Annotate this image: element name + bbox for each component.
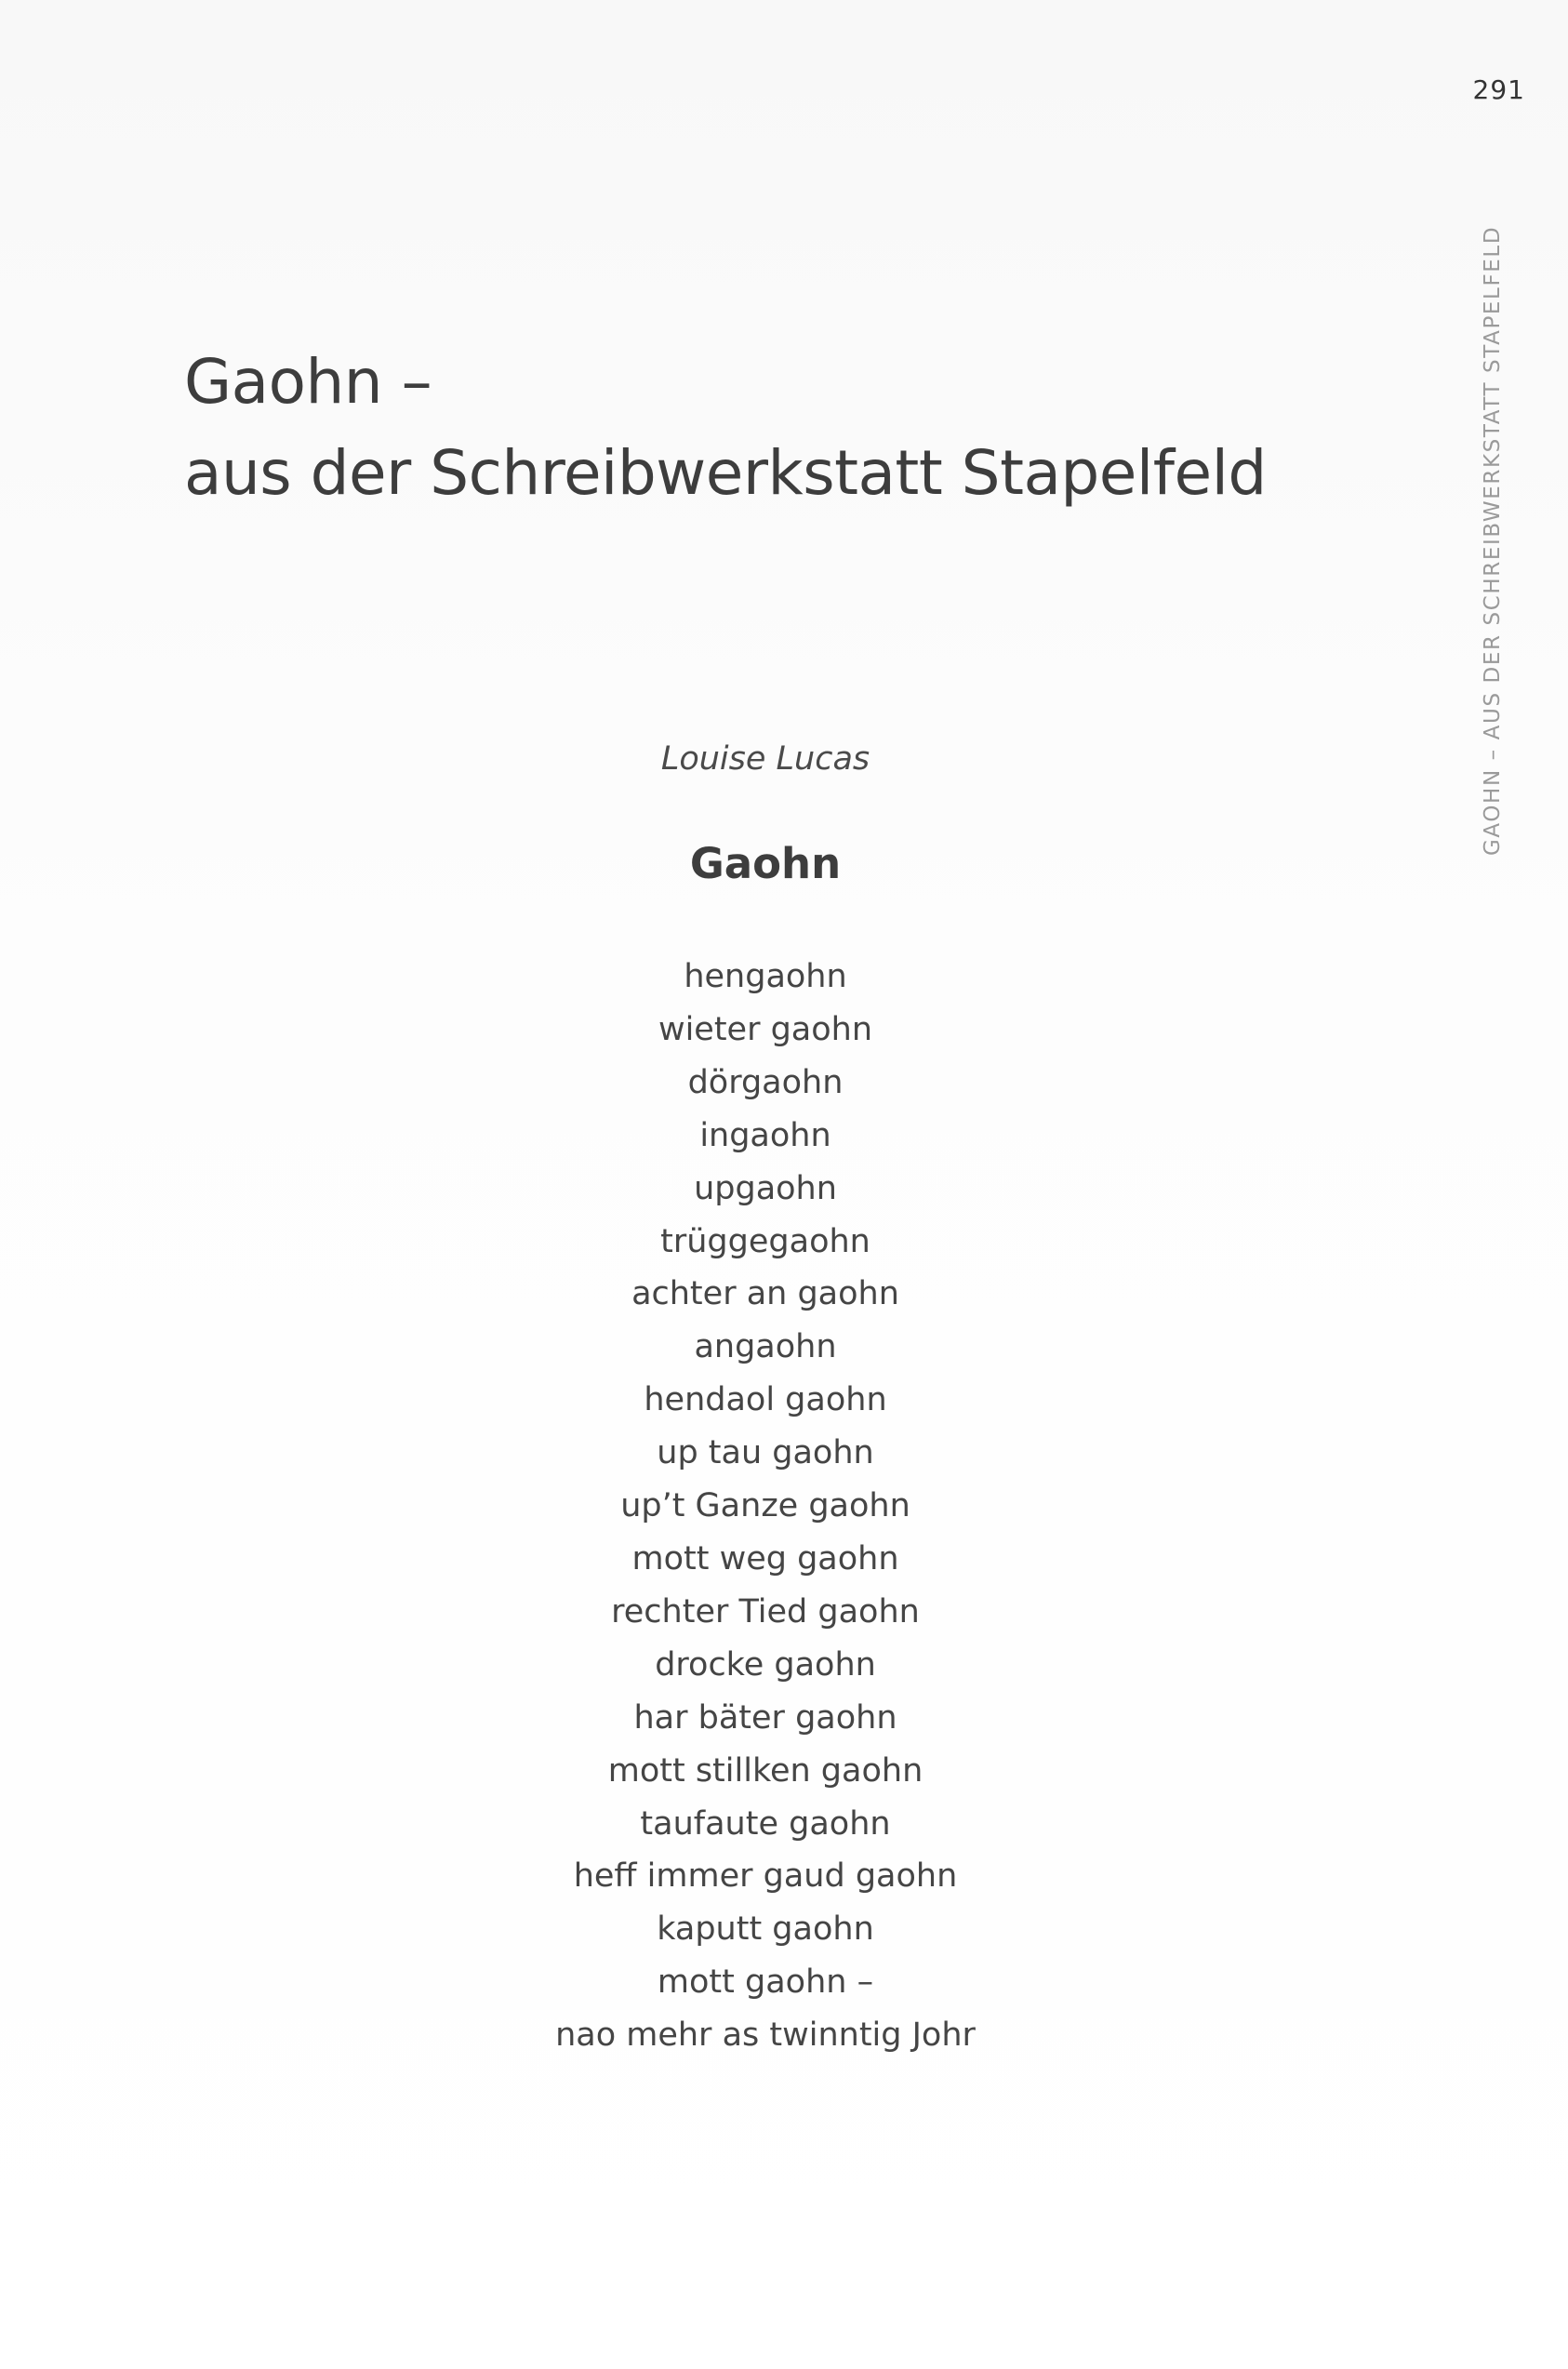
chapter-title-line-2: aus der Schreibwerkstatt Stapelfeld: [184, 437, 1267, 509]
running-head: GAOHN – AUS DER SCHREIBWERKSTATT STAPELFELD: [1481, 225, 1505, 856]
page-number: 291: [1472, 74, 1525, 105]
verse-line: ingaohn: [699, 1116, 831, 1154]
verse-line: har bäter gaohn: [633, 1698, 897, 1737]
verse-line: drocke gaohn: [655, 1645, 876, 1684]
verse-line: taufaute gaohn: [640, 1804, 891, 1843]
verse-line: dörgaohn: [687, 1063, 844, 1101]
poem-title: Gaohn: [689, 839, 842, 888]
chapter-title-line-1: Gaohn –: [184, 346, 432, 418]
verse-line: heff immer gaud gaohn: [573, 1857, 958, 1896]
verse-line: mott stillken gaohn: [607, 1751, 924, 1790]
verse-line: angaohn: [694, 1328, 837, 1366]
verse-line: up tau gaohn: [657, 1434, 874, 1472]
verse-line: hengaohn: [684, 958, 847, 995]
verse-line: trüggegaohn: [660, 1222, 870, 1260]
verse-line: hendaol gaohn: [644, 1381, 887, 1419]
verse-line: nao mehr as twinntig Johr: [555, 2016, 976, 2055]
verse-line: mott weg gaohn: [631, 1539, 899, 1577]
verse-line: mott gaohn –: [657, 1963, 874, 2002]
verse-line: up’t Ganze gaohn: [620, 1487, 910, 1525]
verse-line: achter an gaohn: [631, 1275, 899, 1313]
verse-line: upgaohn: [694, 1169, 837, 1207]
verse-line: kaputt gaohn: [657, 1910, 874, 1949]
poem-verses: [393, 951, 1137, 2062]
poem-author: Louise Lucas: [660, 740, 870, 778]
verse-line: rechter Tied gaohn: [611, 1592, 920, 1630]
chapter-title: [184, 337, 1267, 519]
verse-line: wieter gaohn: [658, 1010, 873, 1048]
